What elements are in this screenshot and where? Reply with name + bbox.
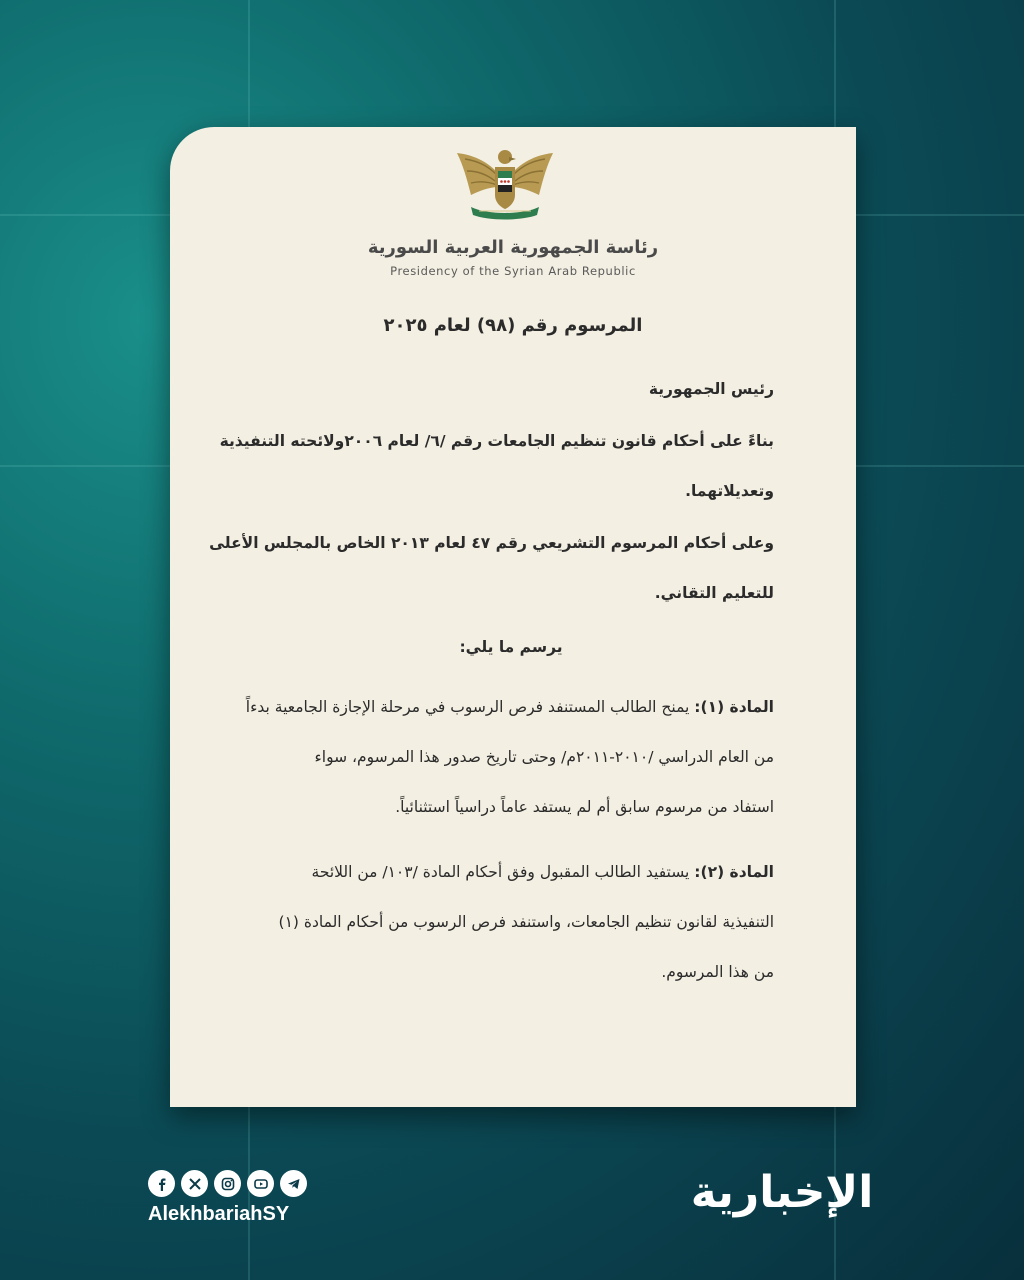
preamble-line-1: بناءً على أحكام قانون تنظيم الجامعات رقم /٦/ لعام ٢٠٠٦ولائحته التنفيذية (219, 432, 774, 450)
article-1-line-1 (245, 695, 774, 719)
telegram-icon[interactable] (280, 1170, 307, 1197)
article-2-label: المادة (٢): (694, 863, 774, 881)
article-2-line-3: من هذا المرسوم. (661, 963, 774, 981)
decree-title: المرسوم رقم (٩٨) لعام ٢٠٢٥ (383, 315, 643, 336)
article-2-text-1: يستفيد الطالب المقبول وفق أحكام المادة /١٠٣/ من اللائحة (311, 863, 695, 881)
social-links (148, 1170, 307, 1197)
youtube-icon[interactable] (247, 1170, 274, 1197)
x-icon[interactable] (181, 1170, 208, 1197)
decree-document (170, 127, 856, 1107)
article-2-line-2: التنفيذية لقانون تنظيم الجامعات، واستنفد فرص الرسوب من أحكام المادة (١) (278, 913, 774, 931)
facebook-icon[interactable] (148, 1170, 175, 1197)
preamble-line-4: للتعليم التقاني. (654, 584, 774, 602)
presidency-english: Presidency of the Syrian Arab Republic (390, 264, 636, 278)
alekhbariah-logo: الإخبارية (690, 1167, 874, 1218)
instagram-icon[interactable] (214, 1170, 241, 1197)
decrees-heading: يرسم ما يلي: (459, 638, 563, 656)
article-2-line-1 (248, 860, 774, 884)
presidency-arabic: رئاسة الجمهورية العربية السورية (367, 237, 659, 258)
preamble-line-3: وعلى أحكام المرسوم التشريعي رقم ٤٧ لعام ٢٠١٣ الخاص بالمجلس الأعلى (209, 534, 774, 552)
article-1-label: المادة (١): (694, 698, 774, 716)
preamble-line-2: وتعديلاتهما. (685, 482, 774, 500)
article-1-line-3: استفاد من مرسوم سابق أم لم يستفد عاماً دراسياً استثنائياً. (395, 798, 774, 816)
article-1-text-1: يمنح الطالب المستنفد فرص الرسوب في مرحلة الإجازة الجامعية بدءاً (245, 698, 695, 716)
article-1-line-2: من العام الدراسي /٢٠١٠-٢٠١١م/ وحتى تاريخ صدور هذا المرسوم، سواء (314, 748, 774, 766)
social-handle: AlekhbariahSY (148, 1203, 290, 1225)
syrian-eagle-emblem-icon (453, 145, 557, 225)
president-line: رئيس الجمهورية (648, 380, 774, 398)
